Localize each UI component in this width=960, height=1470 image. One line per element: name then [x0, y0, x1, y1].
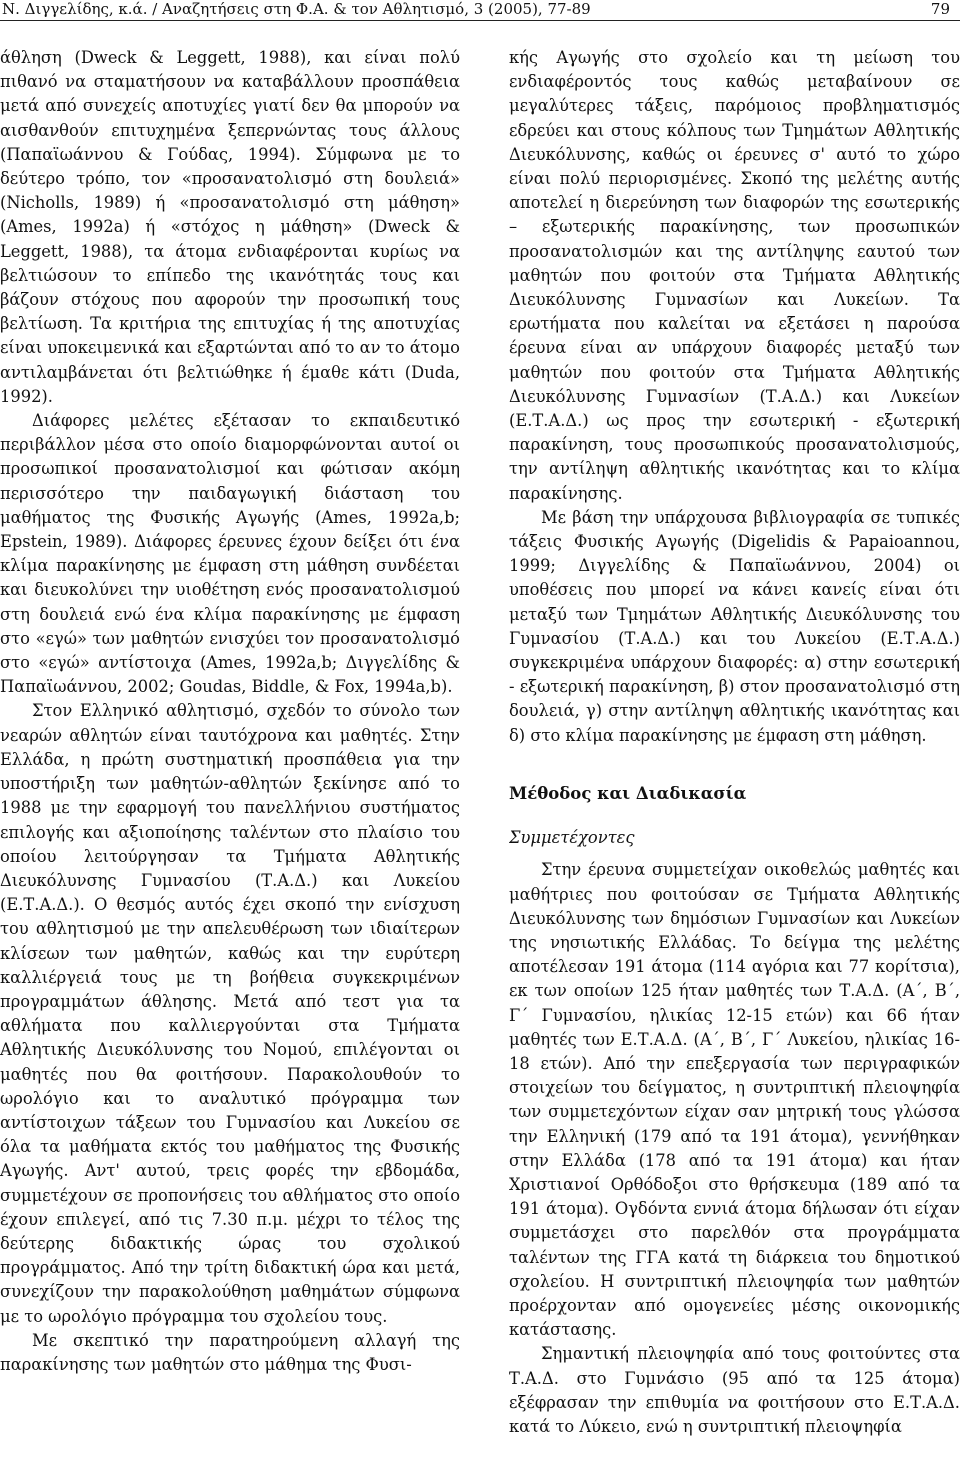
running-head-citation: Ν. Διγγελίδης, κ.ά. / Αναζητήσεις στη Φ.Α. & τον Αθλητισμό, 3 (2005), 77-89	[2, 0, 591, 18]
right-paragraph-4: Σημαντική πλειοψηφία από τους φοιτούντες στα Τ.Α.Δ. στο Γυμνάσιο (95 από τα 125 άτομα) εξέφρασαν την επιθυμία να φοιτήσουν στο Ε.Τ.Α.Δ. κατά το Λύκειο, ενώ η συντριπτική πλειοψηφία	[509, 1344, 960, 1436]
page-number: 79	[930, 0, 950, 18]
running-head	[0, 0, 960, 20]
left-paragraph-4: Με σκεπτικό την παρατηρούμενη αλλαγή της παρακίνησης των μαθητών στο μάθημα της Φυσι-	[0, 1330, 460, 1374]
header-rule	[0, 20, 960, 21]
left-column	[0, 46, 460, 1466]
right-paragraph-1: κής Αγωγής στο σχολείο και τη μείωση του ενδιαφέροντός τους καθώς μεταβαίνουν σε μεγαλύτερες τάξεις, παρόμοιος προβληματισμός εδρεύει και στους κόλπους των Τμημάτων Αθλητικής Διευκόλυνσης, καθώς οι έρευνες σ' αυτό το χώρο είναι πολύ περιορισμένες. Σκοπό της μελέτης αυτής αποτελεί η διερεύνηση των διαφορών της εσωτερικής – εξωτερικής παρακίνησης, των προσωπικών προσανατολισμών και της αντίληψης εαυτού των μαθητών που φοιτούν στα Τμήματα Αθλητικής Διευκόλυνσης Γυμνασίων και Λυκείων. Τα ερωτήματα που καλείται να εξετάσει η παρούσα έρευνα είναι αν υπάρχουν διαφορές μεταξύ των μαθητών που φοιτούν στα Τμήματα Αθλητικής Διευκόλυνσης Γυμνασίων (Τ.Α.Δ.) και Λυκείων (Ε.Τ.Α.Δ.) ως προς την εσωτερική - εξωτερική παρακίνηση, τους προσωπικούς προσανατολισμούς, την αντίληψη αθλητικής ικανότητας και το κλίμα παρακίνησης.	[509, 48, 960, 503]
right-paragraph-3: Στην έρευνα συμμετείχαν οικοθελώς μαθητές και μαθήτριες που φοιτούσαν σε Τμήματα Αθλητικής Διευκόλυνσης των δημόσιων Γυμνασίων και Λυκείων της νησιωτικής Ελλάδας. Το δείγμα της μελέτης αποτέλεσαν 191 άτομα (114 αγόρια και 77 κορίτσια), εκ των οποίων 125 ήταν μαθητές των Τ.Α.Δ. (Α΄, Β΄, Γ΄ Γυμνασίου, ηλικίας 12-15 ετών) και 66 ήταν μαθητές των Ε.Τ.Α.Δ. (Α΄, Β΄, Γ΄ Λυκείου, ηλικίας 16-18 ετών). Από την επεξεργασία των περιγραφικών στοιχείων του δείγματος, η συντριπτική πλειοψηφία των συμμετεχόντων είχαν σαν μητρική τους γλώσσα την Ελληνική (179 από τα 191 άτομα), γεννήθηκαν στην Ελλάδα (178 από τα 191 άτομα) και ήταν Χριστιανοί Ορθόδοξοι στο θρήσκευμα (189 από τα 191 άτομα). Ογδόντα εννιά άτομα δήλωσαν ότι είχαν συμμετάσχει στο παρελθόν στα προγράμματα ταλέντων της ΓΓΑ κατά τη διάρκεια του δημοτικού σχολείου. Η συντριπτική πλειοψηφία των μαθητών προέρχονταν από ομογενείες μέσης οικονομικής κατάστασης.	[509, 860, 960, 1340]
right-paragraph-2: Με βάση την υπάρχουσα βιβλιογραφία σε τυπικές τάξεις Φυσικής Αγωγής (Digelidis & Papaioannou, 1999; Διγγελίδης & Παπαϊωάννου, 2004) οι υποθέσεις που μπορεί να κάνει κανείς είναι ότι μεταξύ των Τμημάτων Αθλητικής Διευκόλυνσης του Γυμνασίου (Τ.Α.Δ.) και του Λυκείου (Ε.Τ.Α.Δ.) συγκεκριμένα υπάρχουν διαφορές: α) στην εσωτερική - εξωτερική παρακίνηση, β) στον προσανατολισμό στη δουλειά, γ) στην αντίληψη αθλητικής ικανότητας και δ) στο κλίμα παρακίνησης με έμφαση στη μάθηση.	[509, 507, 960, 745]
left-paragraph-2: Διάφορες μελέτες εξέτασαν το εκπαιδευτικό περιβάλλον μέσα στο οποίο διαμορφώνονται αυτοί οι προσωπικοί προσανατολισμοί και φώτισαν ακόμη περισσότερο την παιδαγωγική διάσταση του μαθήματος της Φυσικής Αγωγής (Ames, 1992a,b; Epstein, 1989). Διάφορες έρευνες έχουν δείξει ότι ένα κλίμα παρακίνησης με έμφαση στη μάθηση συνδέεται και διευκολύνει την υιοθέτηση ενός προσανατολισμού στη δουλειά ενώ ένα κλίμα παρακίνησης με έμφαση στο «εγώ» των μαθητών ενισχύει τον προσανατολισμό στο «εγώ» αντίστοιχα (Ames, 1992a,b; Διγγελίδης & Παπαϊωάννου, 2002; Goudas, Biddle, & Fox, 1994a,b).	[0, 411, 460, 697]
left-paragraph-3: Στον Ελληνικό αθλητισμό, σχεδόν το σύνολο των νεαρών αθλητών είναι ταυτόχρονα και μαθητές. Στην Ελλάδα, η πρώτη συστηματική προσπάθεια για την υποστήριξη των μαθητών-αθλητών ξεκίνησε από το 1988 με την εφαρμογή του πανελλήνιου συστήματος επιλογής και αξιοποίησης ταλέντων στο πλαίσιο του οποίου λειτούργησαν τα Τμήματα Αθλητικής Διευκόλυνσης Γυμνασίου (Τ.Α.Δ.) και Λυκείου (Ε.Τ.Α.Δ.). Ο θεσμός αυτός έχει σκοπό την ενίσχυση του αθλητισμού με την απελευθέρωση των ιδιαίτερων κλίσεων των μαθητών, καθώς και την ευρύτερη καλλιέργειά τους με τη βοήθεια συγκεκριμένων προγραμμάτων άθλησης. Μετά από τεστ για τα αθλήματα που καλλιεργούνται στα Τμήματα Αθλητικής Διευκόλυνσης του Νομού, επιλέγονται οι μαθητές που θα φοιτήσουν. Παρακολουθούν το ωρολόγιο και το αναλυτικό πρόγραμμα των αντίστοιχων τάξεων του Γυμνασίου και Λυκείου σε όλα τα μαθήματα εκτός του μαθήματος της Φυσικής Αγωγής. Αντ' αυτού, τρεις φορές την εβδομάδα, συμμετέχουν σε προπονήσεις του αθλήματος στο οποίο έχουν επιλεγεί, από τις 7.30 π.μ. μέχρι το τέλος της δεύτερης διδακτικής ώρας του σχολικού προγράμματος. Από την τρίτη διδακτική ώρα και μετά, συνεχίζουν την παρακολούθηση μαθημάτων σύμφωνα με το ωρολόγιο πρόγραμμα του σχολείου τους.	[0, 701, 460, 1326]
left-paragraph-1: άθληση (Dweck & Leggett, 1988), και είναι πολύ πιθανό να σταματήσουν να καταβάλλουν προσπάθεια μετά από συνεχείς αποτυχίες γιατί δεν θα μπορούν να αισθανθούν επιτυχημένα ξεπερνώντας τους άλλους (Παπαϊωάννου & Γούδας, 1994). Σύμφωνα με το δεύτερο τρόπο, τον «προσανατολισμό στη δουλειά» (Nicholls, 1989) ή «προσανατολισμό στη μάθηση» (Ames, 1992a) ή «στόχος η μάθηση» (Dweck & Leggett, 1988), τα άτομα ενδιαφέρονται κυρίως να βελτιώσουν το επίπεδο της ικανότητάς τους και βάζουν στόχους που αφορούν την προσωπική τους βελτίωση. Τα κριτήρια της επιτυχίας ή της αποτυχίας είναι υποκειμενικά και εξαρτώνται από το αν το άτομο αντιλαμβάνεται ότι βελτιώθηκε ή έμαθε κάτι (Duda, 1992).	[0, 48, 460, 406]
right-column	[509, 46, 960, 1466]
section-heading: Μέθοδος και Διαδικασία	[509, 783, 747, 803]
subsection-heading: Συμμετέχοντες	[509, 828, 635, 848]
